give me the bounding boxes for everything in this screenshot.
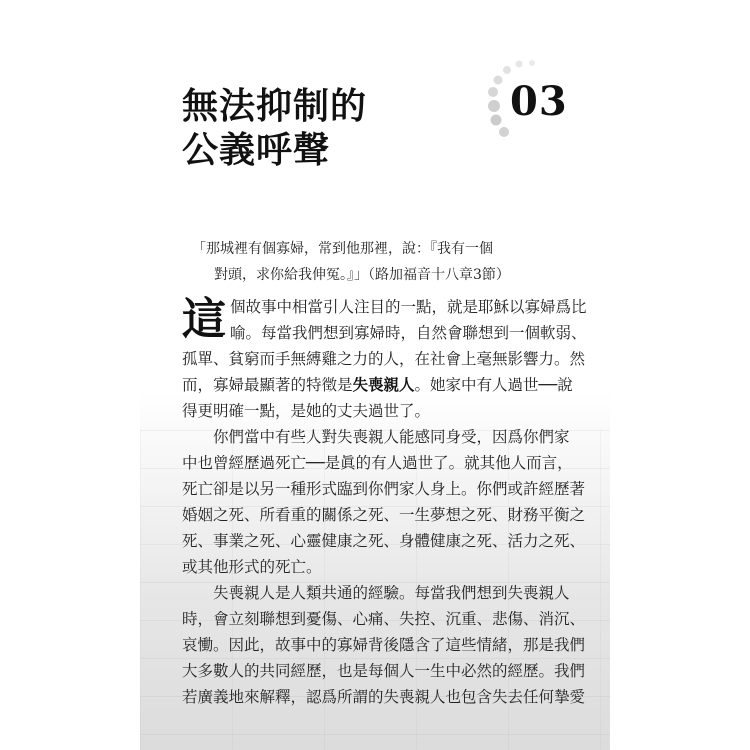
p2-line-3: 死亡卻是以另一種形式臨到你們家人身上。你們或許經歷著 [182,480,586,498]
p1-emphasis: 失喪親人 [352,376,415,394]
p1-line-5: 得更明確一點，是她的丈夫過世了。 [182,402,431,420]
p2-line-6: 或其他形式的死亡。 [182,558,322,576]
chapter-number: 03 [510,78,568,125]
p1-line-2: 喻。每當我們想到寡婦時，自然會聯想到一個軟弱、 [230,324,587,342]
p2-line-1: 你們當中有些人對失喪親人能感同身受，因爲你們家 [213,428,570,446]
scripture-quote [192,236,572,288]
p3-line-2: 時，會立刻聯想到憂傷、心痛、失控、沉重、悲傷、消沉、 [182,610,586,628]
p3-line-4: 大多數人的共同經歷，也是每個人一生中必然的經歷。我們 [182,662,586,680]
paragraph-3 [182,580,590,710]
body-text [182,294,590,710]
quote-line-1: 「那城裡有個寡婦，常到他那裡，說：『我有一個 [192,241,493,257]
p2-line-2: 中也曾經歷過死亡──是眞的有人過世了。就其他人而言， [182,454,573,472]
quote-line-2: 對頭，求你給我伸冤。』」（路加福音十八章3節） [214,267,510,283]
paragraph-2 [182,424,590,580]
p1-line-4-end: 。她家中有人過世──說 [414,376,573,394]
p3-line-1: 失喪親人是人類共通的經驗。每當我們想到失喪親人 [213,584,570,602]
book-page [140,0,610,750]
p3-line-3: 哀慟。因此，故事中的寡婦背後隱含了這些情緒，那是我們 [182,636,586,654]
p1-line-4 [182,372,590,398]
chapter-title [182,84,367,172]
title-line-2: 公義呼聲 [182,129,331,171]
title-line-1: 無法抑制的 [182,85,368,127]
p1-line-1: 個故事中相當引人注目的一點，就是耶穌以寡婦爲比 [230,298,587,316]
drop-cap: 這 [182,294,226,345]
chapter-badge [480,58,580,144]
p1-line-3: 孤單、貧窮而手無縛雞之力的人，在社會上毫無影響力。然 [182,350,586,368]
p3-line-5: 若廣義地來解釋，認爲所謂的失喪親人也包含失去任何摯愛 [182,688,586,706]
p2-line-4: 婚姻之死、所看重的關係之死、一生夢想之死、財務平衡之 [182,506,586,524]
p2-line-5: 死、事業之死、心靈健康之死、身體健康之死、活力之死、 [182,532,586,550]
p1-line-4-start: 而，寡婦最顯著的特徵是 [182,376,353,394]
paragraph-1 [182,294,590,424]
